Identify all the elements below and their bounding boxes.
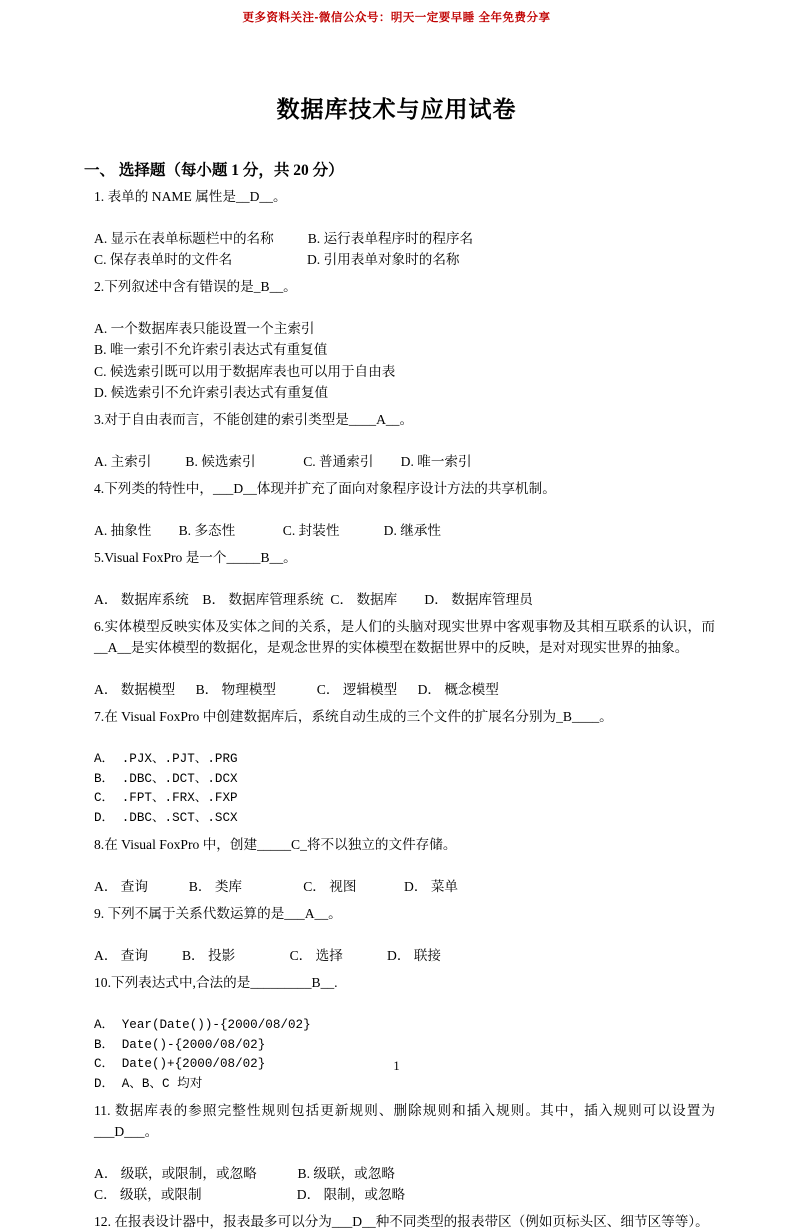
option-row: B. 唯一索引不允许索引表达式有重复值	[94, 342, 328, 358]
question-options	[94, 876, 715, 897]
question-options	[94, 520, 715, 541]
question-item	[94, 276, 715, 402]
option-row: A． Year(Date())-{2000/08/02}	[94, 1018, 311, 1033]
question-text: 10.下列表达式中,合法的是_________B__.	[94, 975, 338, 991]
question-item	[94, 972, 715, 1094]
question-options	[94, 750, 715, 828]
question-item	[94, 1211, 715, 1232]
question-text: 6.实体模型反映实体及实体之间的关系，是人们的头脑对现实世界中客观事物及其相互联系的认识，而__A__是实体模型的数据化，是观念世界的实体模型在数据世界中的反映，是对对现实世界的抽象。	[94, 619, 715, 656]
option-row: D. 候选索引不允许索引表达式有重复值	[94, 384, 329, 400]
option-row: D． .DBC、.SCT、.SCX	[94, 810, 238, 825]
question-item	[94, 903, 715, 966]
question-options	[94, 318, 715, 402]
question-text: 8.在 Visual FoxPro 中，创建_____C_将不以独立的文件存储。	[94, 837, 457, 853]
option-row: A. 抽象性 B. 多态性 C. 封装性 D. 继承性	[94, 522, 442, 538]
question-item	[94, 706, 715, 828]
question-item	[94, 186, 715, 270]
question-item	[94, 616, 715, 700]
question-item	[94, 409, 715, 472]
question-text: 12. 在报表设计器中，报表最多可以分为___D__种不同类型的报表带区（例如页标头区、细节区等等）。	[94, 1214, 709, 1230]
question-text: 9. 下列不属于关系代数运算的是___A__。	[94, 906, 342, 922]
option-row: D． A、B、C 均对	[94, 1076, 203, 1091]
question-text: 11. 数据库表的参照完整性规则包括更新规则、删除规则和插入规则。其中，插入规则可以设置为___D___。	[94, 1103, 715, 1140]
question-item	[94, 1100, 715, 1205]
question-text: 4.下列类的特性中，___D__体现并扩充了面向对象程序设计方法的共享机制。	[94, 480, 556, 496]
page-title: 数据库技术与应用试卷	[276, 97, 517, 122]
question-item	[94, 547, 715, 610]
option-row: A． .PJX、.PJT、.PRG	[94, 752, 238, 767]
option-row: A． 级联，或限制，或忽略 B. 级联，或忽略	[94, 1166, 395, 1182]
option-row: C. 保存表单时的文件名 D. 引用表单对象时的名称	[94, 252, 460, 268]
question-item	[94, 478, 715, 541]
question-options	[94, 1163, 715, 1205]
page-number: 1	[393, 1059, 400, 1073]
option-row: C． .FPT、.FRX、.FXP	[94, 791, 238, 806]
question-text: 7.在 Visual FoxPro 中创建数据库后，系统自动生成的三个文件的扩展名分别为_B____。	[94, 709, 613, 725]
option-row: A． 数据库系统 B． 数据库管理系统 C． 数据库 D． 数据库管理员	[94, 592, 533, 608]
question-item	[94, 834, 715, 897]
option-row: A. 一个数据库表只能设置一个主索引	[94, 321, 315, 337]
question-options	[94, 589, 715, 610]
question-text: 1. 表单的 NAME 属性是__D__。	[94, 189, 287, 204]
question-options	[94, 679, 715, 700]
option-row: C． Date()+{2000/08/02}	[94, 1057, 266, 1072]
question-options	[94, 228, 715, 270]
option-row: B． .DBC、.DCT、.DCX	[94, 771, 238, 786]
option-row: C． 级联，或限制 D． 限制，或忽略	[94, 1187, 406, 1203]
option-row: A． 数据模型 B． 物理模型 C． 逻辑模型 D． 概念模型	[94, 682, 499, 698]
option-row: A. 主索引 B. 候选索引 C. 普通索引 D. 唯一索引	[94, 453, 472, 469]
question-text: 2.下列叙述中含有错误的是_B__。	[94, 279, 297, 295]
option-row: B． Date()-{2000/08/02}	[94, 1037, 266, 1052]
option-row: A． 查询 B． 投影 C． 选择 D． 联接	[94, 948, 442, 964]
option-row: C. 候选索引既可以用于数据库表也可以用于自由表	[94, 363, 396, 379]
option-row: A. 显示在表单标题栏中的名称 B. 运行表单程序时的程序名	[94, 231, 474, 247]
question-options	[94, 945, 715, 966]
question-options	[94, 451, 715, 472]
question-text: 3.对于自由表而言，不能创建的索引类型是____A__。	[94, 411, 414, 427]
option-row: A． 查询 B． 类库 C． 视图 D． 菜单	[94, 879, 459, 895]
wechat-promo-banner: 更多资料关注-微信公众号：明天一定要早睡 全年免费分享	[242, 12, 551, 24]
question-text: 5.Visual FoxPro 是一个_____B__。	[94, 550, 297, 565]
section-heading-choice: 一、 选择题（每小题 1 分，共 20 分）	[84, 162, 344, 179]
question-options	[94, 1016, 715, 1094]
